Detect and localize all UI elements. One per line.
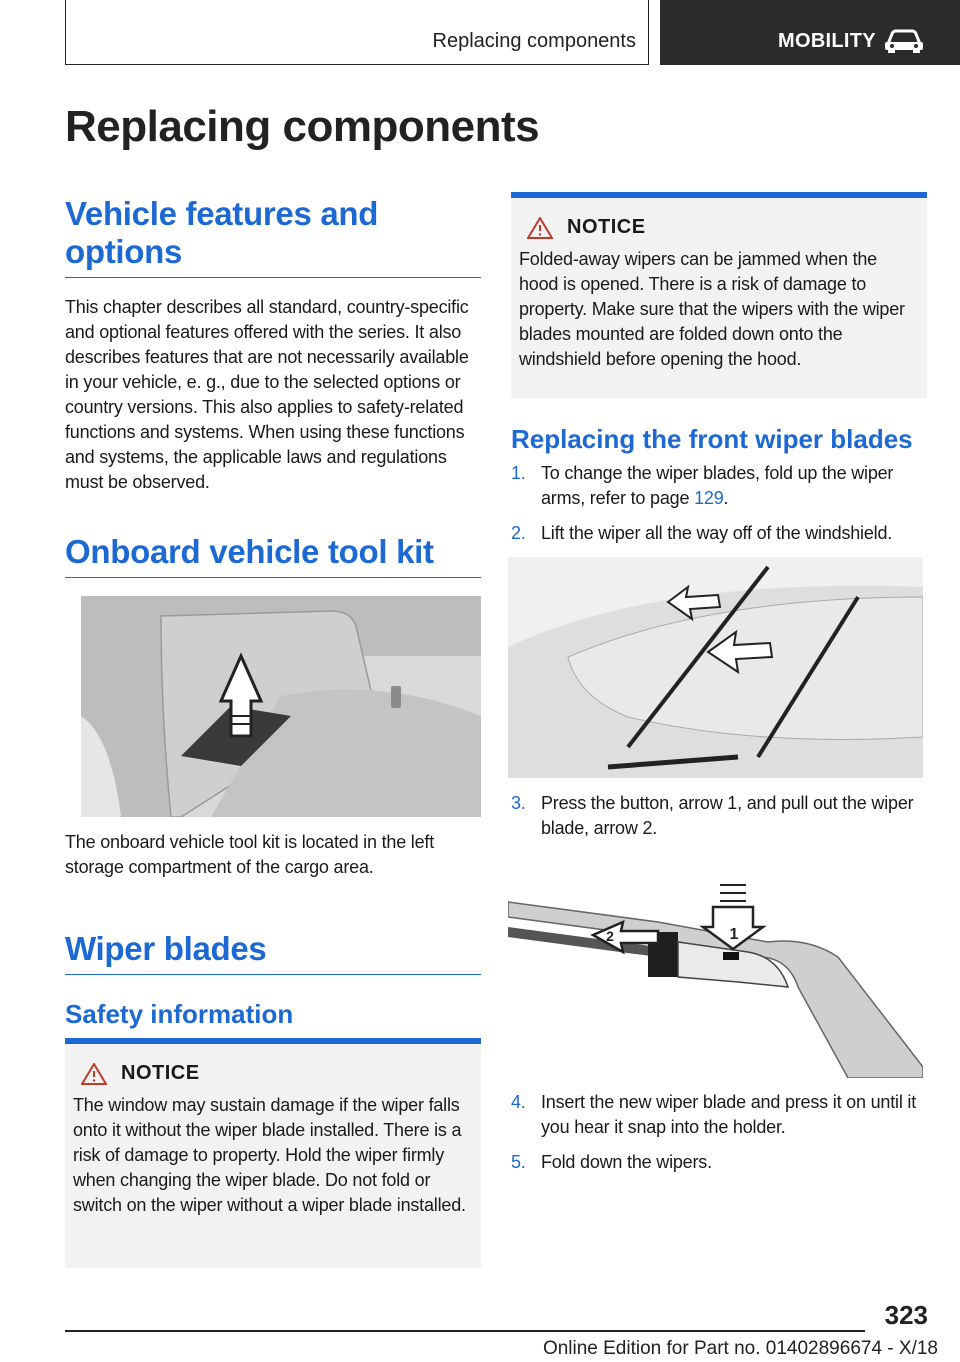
wiper-heading: Wiper blades	[65, 930, 481, 975]
list-item	[511, 521, 931, 546]
wiper-blade-image	[508, 857, 923, 1078]
toolkit-image	[81, 596, 481, 817]
features-section	[65, 195, 481, 495]
features-heading: Vehicle features and options	[65, 195, 481, 278]
step-text: Lift the wiper all the way off of the windshield.	[541, 523, 893, 543]
steps-list-a	[511, 461, 931, 546]
list-item	[511, 461, 931, 511]
notice-text: Folded-away wipers can be jammed when the hood is opened. There is a risk of damage to property. Make sure that the wipers with the wiper blades mounted are folded down onto the windshield before opening the hood.	[519, 249, 905, 369]
list-item	[511, 791, 931, 841]
step-number: 4.	[511, 1092, 526, 1112]
arrow-label-2: 2	[606, 928, 614, 944]
wiper-blade-illustration	[508, 857, 923, 1078]
car-icon	[882, 28, 926, 54]
notice-label: NOTICE	[121, 1062, 200, 1084]
list-item	[511, 1090, 931, 1140]
steps-list-b	[511, 791, 931, 841]
warning-icon	[81, 1063, 107, 1085]
toolkit-heading: Onboard vehicle tool kit	[65, 533, 481, 578]
step-number: 5.	[511, 1152, 526, 1172]
header-section-box	[65, 0, 649, 65]
page-number: 323	[884, 1300, 928, 1330]
header-chapter-title: MOBILITY	[778, 30, 876, 52]
step-number: 2.	[511, 523, 526, 543]
windshield-illustration	[508, 557, 923, 778]
footer-divider	[65, 1330, 865, 1332]
notice-box-left	[65, 1038, 481, 1268]
step-text: Fold down the wipers.	[541, 1152, 712, 1172]
page-title: Replacing components	[65, 102, 540, 151]
list-item	[511, 1150, 931, 1175]
replace-heading: Replacing the front wiper blades	[511, 424, 913, 454]
notice-header	[519, 216, 919, 239]
step-number: 1.	[511, 463, 526, 483]
header-section-title: Replacing components	[432, 30, 636, 52]
notice-header	[73, 1062, 473, 1085]
step-text: Press the button, arrow 1, and pull out the wiper blade, arrow 2.	[541, 793, 914, 838]
step-text: To change the wiper blades, fold up the wiper arms, refer to page 129.	[541, 463, 894, 508]
wiper-image	[508, 557, 923, 778]
toolkit-section	[65, 533, 481, 578]
step-text: Insert the new wiper blade and press it on until it you hear it snap into the holder.	[541, 1092, 917, 1137]
page-link[interactable]: 129	[694, 488, 724, 508]
notice-label: NOTICE	[567, 216, 646, 238]
step-number: 3.	[511, 793, 526, 813]
safety-heading: Safety information	[65, 999, 294, 1029]
features-text: This chapter describes all standard, country-specific and optional features offered with the series. It also describes features that are not necessarily available in your vehicle, e. g., due to the selected options or country versions. This also applies to safety-related functions and systems. When using these functions and systems, the applicable laws and regulations must be observed.	[65, 297, 469, 492]
header-chapter-box	[660, 0, 960, 65]
wiper-section	[65, 930, 481, 975]
warning-icon	[527, 217, 553, 239]
toolkit-caption: The onboard vehicle tool kit is located in the left storage compartment of the cargo area.	[65, 832, 435, 877]
steps-list-c	[511, 1090, 931, 1175]
notice-box-right	[511, 192, 927, 398]
footer-edition: Online Edition for Part no. 01402896674 - X/18	[542, 1338, 938, 1359]
cargo-area-illustration	[81, 596, 481, 817]
notice-text: The window may sustain damage if the wiper falls onto it without the wiper blade installed. There is a risk of damage to property. Hold the wiper firmly when changing the wiper blade. Do not fold or switch on the wiper without a wiper blade installed.	[73, 1095, 466, 1215]
arrow-label-1: 1	[729, 926, 739, 943]
